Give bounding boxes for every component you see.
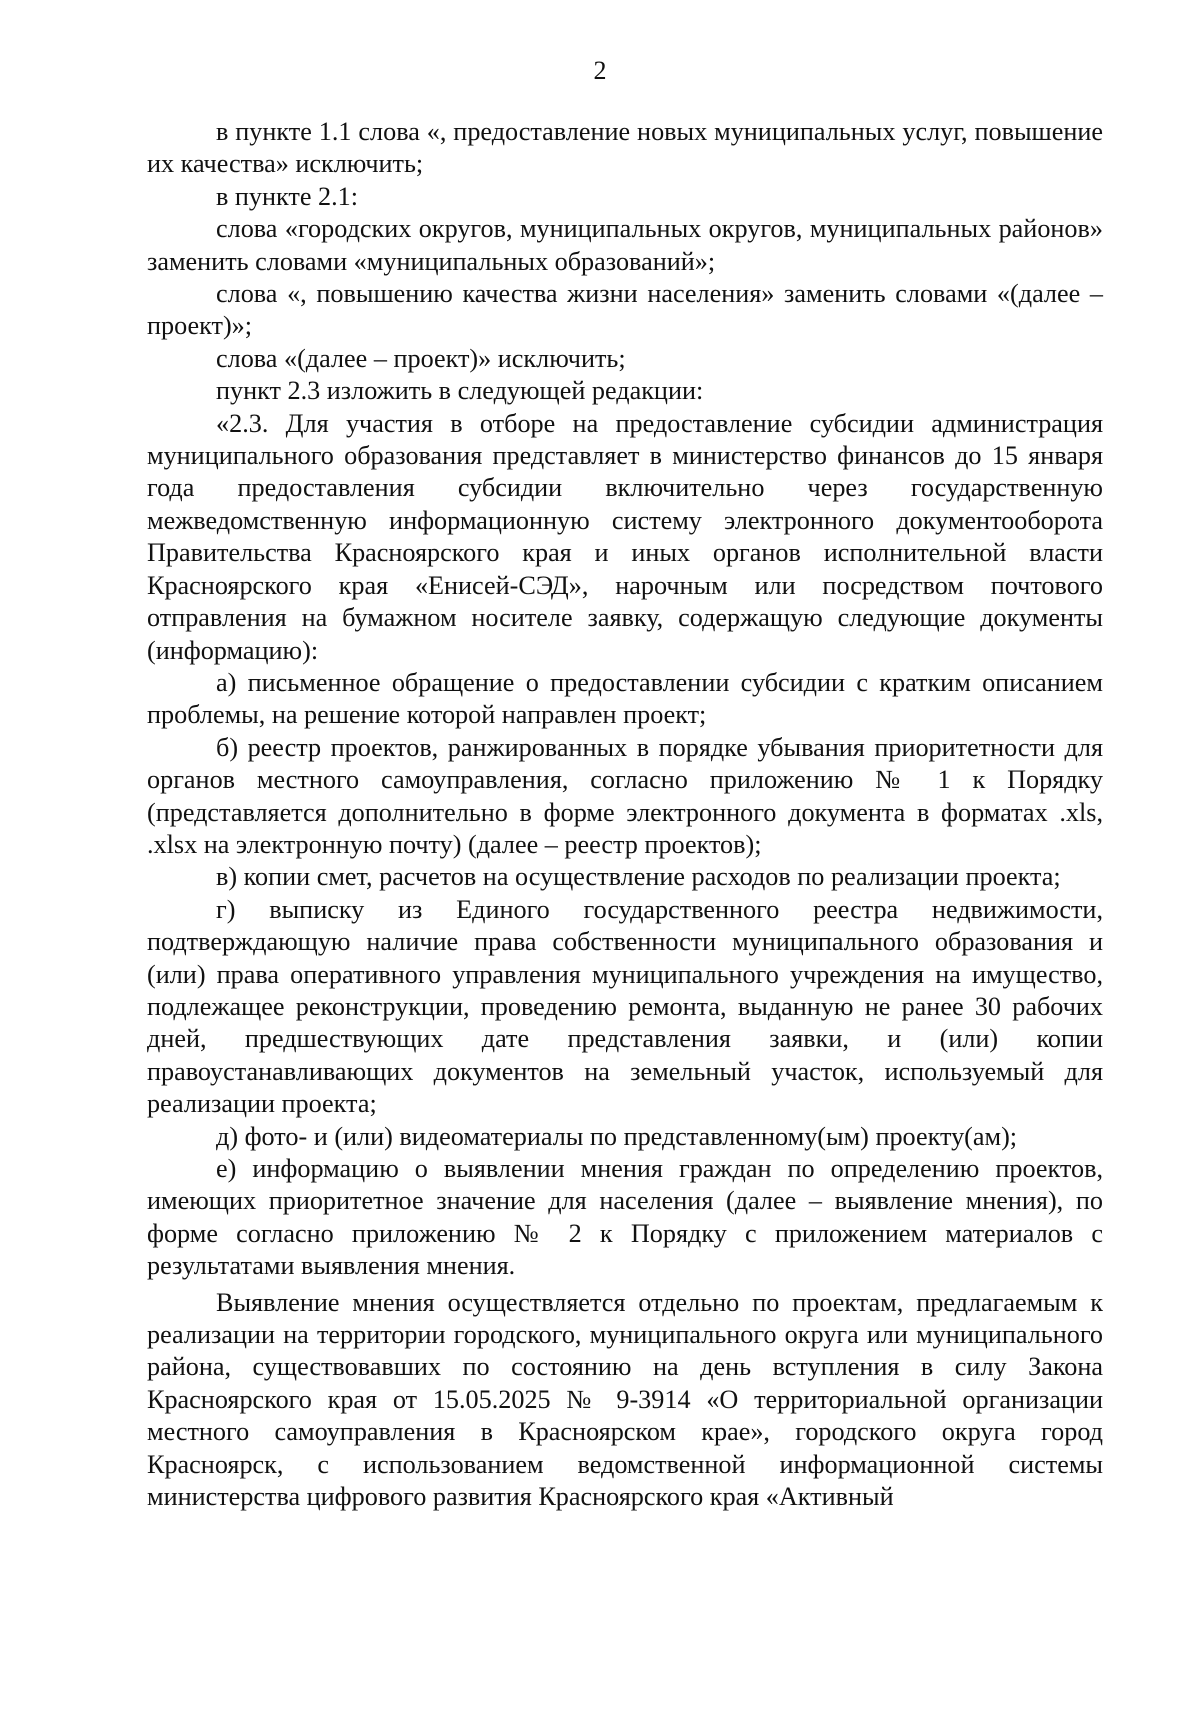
paragraph-6: пункт 2.3 изложить в следующей редакции: (216, 376, 704, 406)
document-body (147, 116, 1103, 1513)
paragraph-11: г) выписку из Единого государственного реестра недвижимости, подтверждающую наличие права собственности муниципального образования и (или) права оперативного управления муниципального учреждения на имущество, подлежащее реконструкции, проведению ремонта, выданную не ранее 30 рабочих дней, предшествующих дате представления заявки, и (или) копии правоустанавливающих документов на земельный участок, используемый для реализации проекта; (147, 894, 1103, 1119)
paragraph-9: б) реестр проектов, ранжированных в порядке убывания приоритетности для органов местного самоуправления, согласно приложению № 1 к Порядку (представляется дополнительно в форме электронного документа в форматах .xls, .xlsx на электронную почту) (далее – реестр проектов); (147, 732, 1103, 859)
paragraph-8: а) письменное обращение о предоставлении субсидии с кратким описанием проблемы, на решение которой направлен проект; (147, 667, 1103, 730)
paragraph-13: е) информацию о выявлении мнения граждан по определению проектов, имеющих приоритетное значение для населения (далее – выявление мнения), по форме согласно приложению № 2 к Порядку с приложением материалов с результатами выявления мнения. (147, 1154, 1103, 1281)
paragraph-12: д) фото- и (или) видеоматериалы по представленному(ым) проекту(ам); (216, 1121, 1018, 1151)
paragraph-2: в пункте 2.1: (216, 181, 359, 211)
paragraph-7: «2.3. Для участия в отборе на предоставление субсидии администрация муниципального образования представляет в министерство финансов до 15 января года предоставления субсидии включительно через государственную межведомственную информационную систему электронного документооборота Правительства Красноярского края и иных органов исполнительной власти Красноярского края «Енисей-СЭД», нарочным или посредством почтового отправления на бумажном носителе заявку, содержащую следующие документы (информацию): (147, 408, 1103, 665)
page-number: 2 (593, 56, 607, 85)
paragraph-3: слова «городских округов, муниципальных округов, муниципальных районов» заменить словами «муниципальных образований»; (147, 214, 1103, 276)
paragraph-14: Выявление мнения осуществляется отдельно по проектам, предлагаемым к реализации на территории городского, муниципального округа или муниципального района, существовавших по состоянию на день вступления в силу Закона Красноярского края от 15.05.2025 № 9-3914 «О территориальной организации местного самоуправления в Красноярском крае», городского округа город Красноярск, с использованием ведомственной информационной системы министерства цифрового развития Красноярского края «Активный (147, 1287, 1103, 1512)
paragraph-5: слова «(далее – проект)» исключить; (216, 343, 626, 373)
paragraph-1: в пункте 1.1 слова «, предоставление новых муниципальных услуг, повышение их качества» исключить; (147, 117, 1103, 179)
paragraph-10: в) копии смет, расчетов на осуществление расходов по реализации проекта; (216, 862, 1061, 892)
paragraph-4: слова «, повышению качества жизни населения» заменить словами «(далее – проект)»; (147, 279, 1103, 341)
